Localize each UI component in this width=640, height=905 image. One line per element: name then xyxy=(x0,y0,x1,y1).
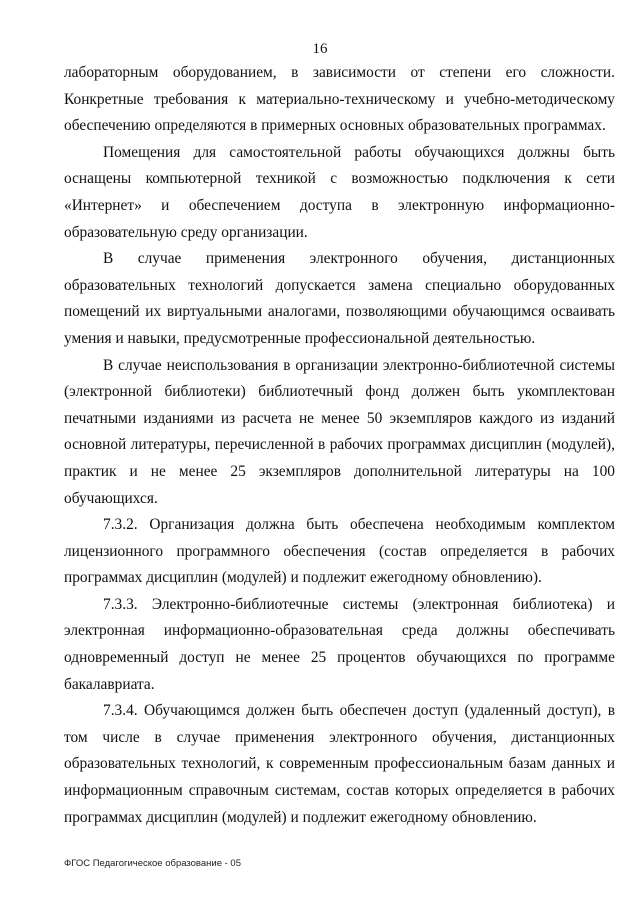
paragraph-7-3-3: 7.3.3. Электронно-библиотечные системы (электронная библиотека) и электронная информационно-образовательная среда должны обеспечивать одновременный доступ не менее 25 процентов обучающихся по программе бакалавриата. xyxy=(64,595,615,693)
paragraph-continuation: лабораторным оборудованием, в зависимости от степени его сложности. Конкретные требования к материально-техническому и учебно-методическому обеспечению определяются в примерных основных образовательных программах. xyxy=(64,64,615,135)
page-number: 16 xyxy=(312,41,328,57)
paragraph-self-study-rooms: Помещения для самостоятельной работы обучающихся должны быть оснащены компьютерной техникой с возможностью подключения к сети «Интернет» и обеспечением доступа в электронную информационно-образовательную среду организации. xyxy=(64,143,615,241)
document-footer: ФГОС Педагогическое образование - 05 xyxy=(64,858,242,869)
paragraph-7-3-4: 7.3.4. Обучающимся должен быть обеспечен доступ (удаленный доступ), в том числе в случае применения электронного обучения, дистанционных образовательных технологий, к современным профессиональным базам данных и информационным справочным системам, состав которых определяется в рабочих программах дисциплин (модулей) и подлежит ежегодному обновлению. xyxy=(64,702,615,826)
paragraph-distance-learning: В случае применения электронного обучения, дистанционных образовательных технологий допускается замена специально оборудованных помещений их виртуальными аналогами, позволяющими обучающимся осваивать умения и навыки, предусмотренные профессиональной деятельностью. xyxy=(64,250,615,347)
paragraph-7-3-2: 7.3.2. Организация должна быть обеспечена необходимым комплектом лицензионного программного обеспечения (состав определяется в рабочих программах дисциплин (модулей) и подлежит ежегодному обновлению). xyxy=(64,516,615,587)
paragraph-library-fund: В случае неиспользования в организации электронно-библиотечной системы (электронной библиотеки) библиотечный фонд должен быть укомплектован печатными изданиями из расчета не менее 50 экземпляров каждого из изданий основной литературы, перечисленной в рабочих программах дисциплин (модулей), практик и не менее 25 экземпляров дополнительной литературы на 100 обучающихся. xyxy=(64,356,615,507)
body-text xyxy=(64,60,615,831)
